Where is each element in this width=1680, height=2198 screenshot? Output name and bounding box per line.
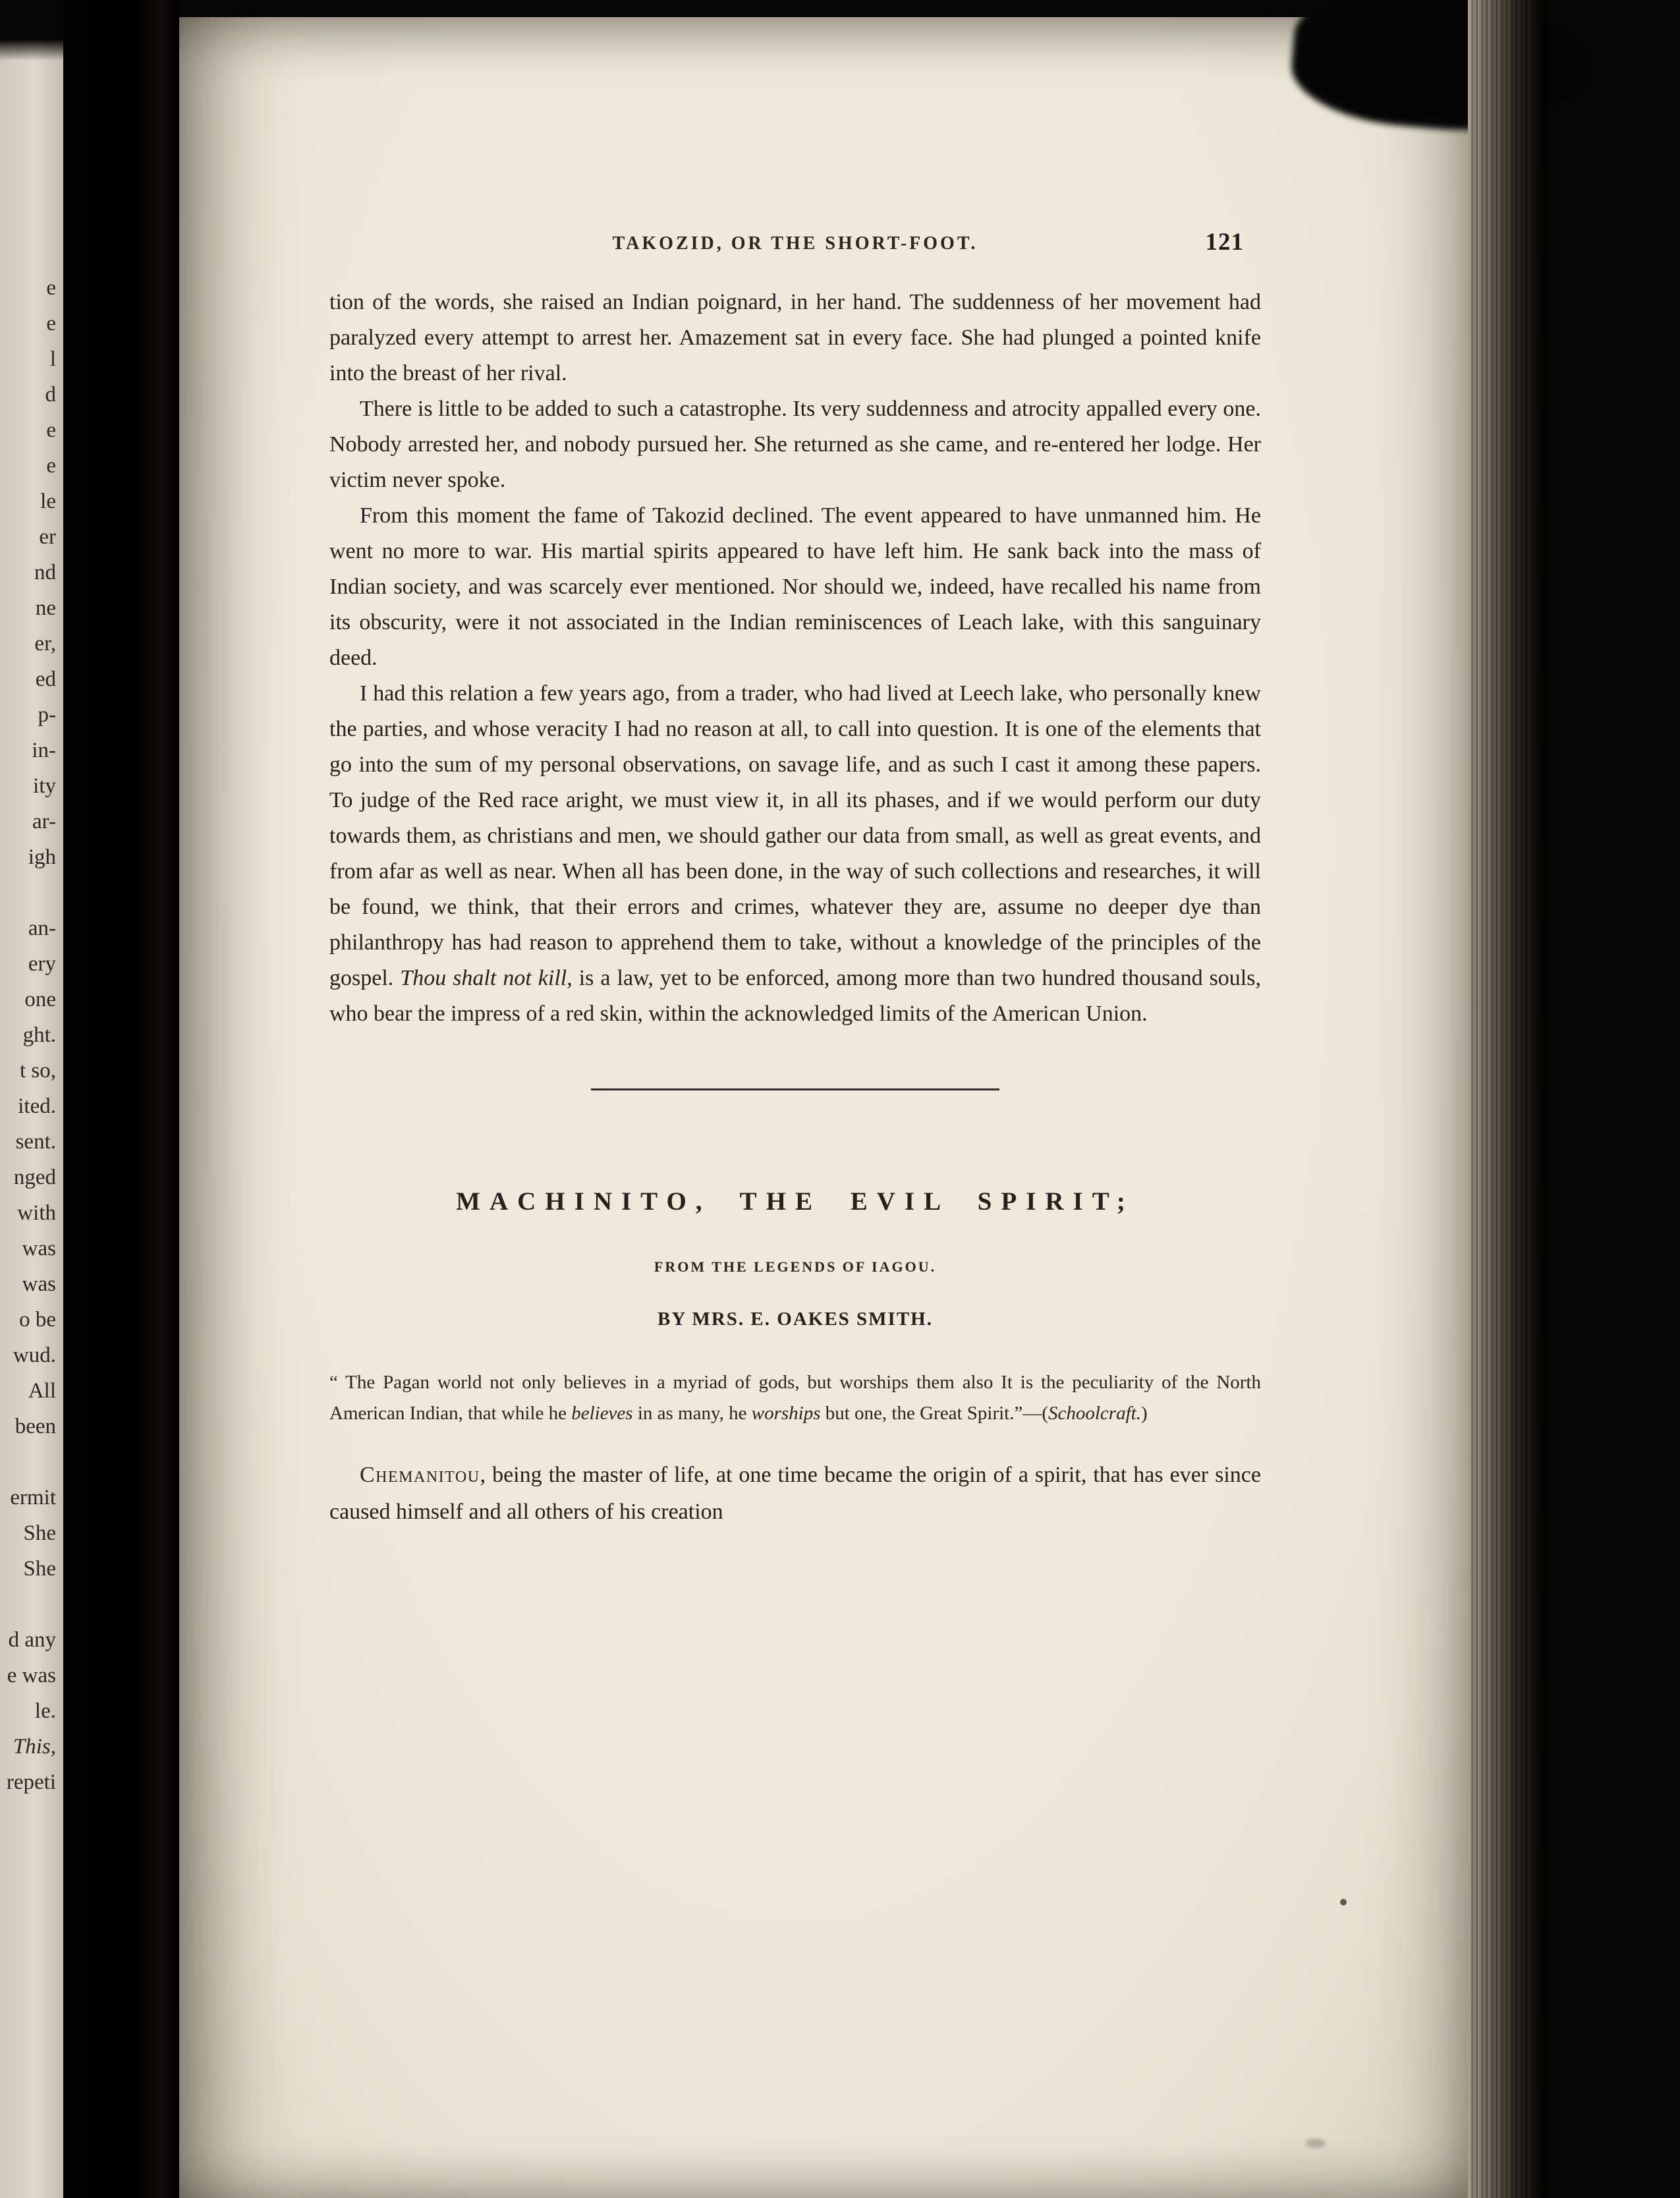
text-fragment: an-: [28, 916, 56, 940]
paragraph: [329, 498, 1261, 676]
text-fragment: e: [46, 276, 56, 300]
text-fragment: e: [46, 454, 56, 478]
paragraph-continuation: [329, 285, 1261, 391]
text-fragment: [0, 1587, 59, 1622]
text-fragment: All: [28, 1379, 56, 1403]
paragraph-text: is a law, yet to be enforced, among more than two hundred thousand souls, who bear the impress of a red skin, within the acknowledged limits of the American Union.: [329, 966, 1261, 1026]
text-fragment: e: [46, 418, 56, 442]
text-fragment: [0, 875, 59, 911]
scan-ink-blob: [1287, 0, 1602, 142]
text-fragment: d: [45, 383, 56, 407]
paragraph: [329, 676, 1261, 1032]
text-fragment: e: [46, 312, 56, 335]
epigraph-text-italic: believes: [571, 1403, 633, 1424]
text-fragment: t so,: [19, 1059, 56, 1083]
epigraph-text: ): [1140, 1403, 1148, 1424]
text-fragment: ne: [35, 596, 56, 620]
text-fragment: She: [23, 1521, 56, 1545]
text-fragment: ermit: [10, 1486, 56, 1509]
book-page: [179, 17, 1469, 2198]
text-fragment: o be: [19, 1308, 56, 1332]
text-fragment: with: [17, 1201, 56, 1225]
text-fragment: been: [14, 1415, 56, 1438]
text-fragment: wud.: [13, 1343, 56, 1367]
text-fragment: ar-: [32, 810, 56, 833]
section-title: MACHINITO, THE EVIL SPIRIT;: [456, 1187, 1134, 1216]
epigraph-source-italic: Schoolcraft.: [1048, 1403, 1141, 1424]
paragraph-smallcaps-word: Chemanitou: [360, 1463, 480, 1487]
epigraph: [329, 1367, 1261, 1429]
scan-speck: [1340, 1899, 1347, 1905]
running-header: [329, 228, 1261, 260]
facing-page-text-fragments: [0, 270, 59, 1800]
text-fragment: repeti: [6, 1770, 56, 1794]
paragraph-text: There is little to be added to such a catastrophe. Its very suddenness and atrocity appalled every one. Nobody arrested her, and nobody pursued her. She returned as she came, and re-entered her lodge. Her victim never spoke.: [329, 397, 1261, 492]
section-first-paragraph: [329, 1457, 1261, 1531]
text-fragment: p-: [38, 703, 56, 727]
page-number: 121: [1205, 229, 1244, 256]
book-page-edges: [1468, 0, 1547, 2198]
text-fragment: in-: [32, 739, 56, 762]
text-fragment: ity: [33, 774, 56, 798]
facing-page-edge: [0, 0, 63, 2198]
scan-speck: [1306, 2139, 1326, 2148]
text-fragment: nged: [13, 1166, 56, 1189]
book-gutter-shadow: [63, 0, 179, 2198]
section-subtitle: FROM THE LEGENDS OF IAGOU.: [654, 1258, 937, 1275]
text-fragment: d any: [8, 1628, 56, 1652]
text-fragment: This,: [13, 1735, 56, 1759]
text-fragment: ed: [35, 667, 56, 691]
text-fragment: ght.: [22, 1023, 56, 1047]
paragraph-text: , being the master of life, at one time became the origin of a spirit, that has ever since caused himself and all others of his creation: [329, 1463, 1261, 1524]
paragraph-text: From this moment the fame of Takozid declined. The event appeared to have unmanned him. He went no more to war. His martial spirits appeared to have left him. He sank back into the mass of Indian society, and was scarcely ever mentioned. Nor should we, indeed, have recalled his name from its obscurity, were it not associated in the Indian reminiscences of Leach lake, with this sanguinary deed.: [329, 503, 1261, 670]
text-fragment: le.: [34, 1699, 56, 1723]
text-fragment: ited.: [18, 1094, 56, 1118]
text-fragment: er: [39, 525, 56, 549]
paragraph-text: tion of the words, she raised an Indian poignard, in her hand. The suddenness of her movement had paralyzed every attempt to arrest her. Amazement sat in every face. She had plunged a pointed knife into the breast of her rival.: [329, 290, 1261, 385]
epigraph-text: but one, the Great Spirit.”—(: [820, 1403, 1048, 1424]
epigraph-text: “ The Pagan world not only believes in a myriad of gods, but worships them also It is the peculiarity of the North American Indian, that while he: [329, 1372, 1261, 1424]
page-text-block: [329, 228, 1261, 1531]
paragraph: [329, 391, 1261, 498]
text-fragment: l: [49, 347, 56, 371]
epigraph-text-italic: worships: [751, 1403, 821, 1424]
text-fragment: igh: [28, 845, 56, 869]
body-text: [329, 285, 1261, 1032]
section-divider: [591, 1088, 999, 1090]
text-fragment: nd: [34, 561, 56, 584]
paragraph-text: I had this relation a few years ago, from a trader, who had lived at Leech lake, who personally knew the parties, and whose veracity I had no reason at all, to call into question. It is one of the elements that go into the sum of my personal observations, on savage life, and as such I cast it among these papers. To judge of the Red race aright, we must view it, in all its phases, and if we would perform our duty towards them, as christians and men, we should gather our data from small, as well as great events, and from afar as well as near. When all has been done, in the way of such collections and researches, it will be found, we think, that their errors and crimes, whatever they are, assume no deeper dye than philanthropy has had reason to apprehend them to take, without a knowledge of the principles of the gospel.: [329, 681, 1261, 990]
text-fragment: was: [22, 1272, 56, 1296]
text-fragment: was: [22, 1237, 56, 1260]
text-fragment: le: [40, 490, 56, 513]
text-fragment: She: [23, 1557, 56, 1581]
text-fragment: [0, 1444, 59, 1480]
text-fragment: e was: [7, 1664, 56, 1687]
epigraph-text: in as many, he: [632, 1403, 752, 1424]
section-byline: BY MRS. E. OAKES SMITH.: [658, 1309, 933, 1330]
text-fragment: sent.: [15, 1130, 56, 1154]
text-fragment: one: [24, 988, 56, 1011]
running-title: TAKOZID, OR THE SHORT-FOOT.: [612, 233, 978, 254]
text-fragment: ery: [28, 952, 56, 976]
text-fragment: er,: [34, 632, 56, 656]
paragraph-text-italic: Thou shalt not kill,: [400, 966, 573, 990]
